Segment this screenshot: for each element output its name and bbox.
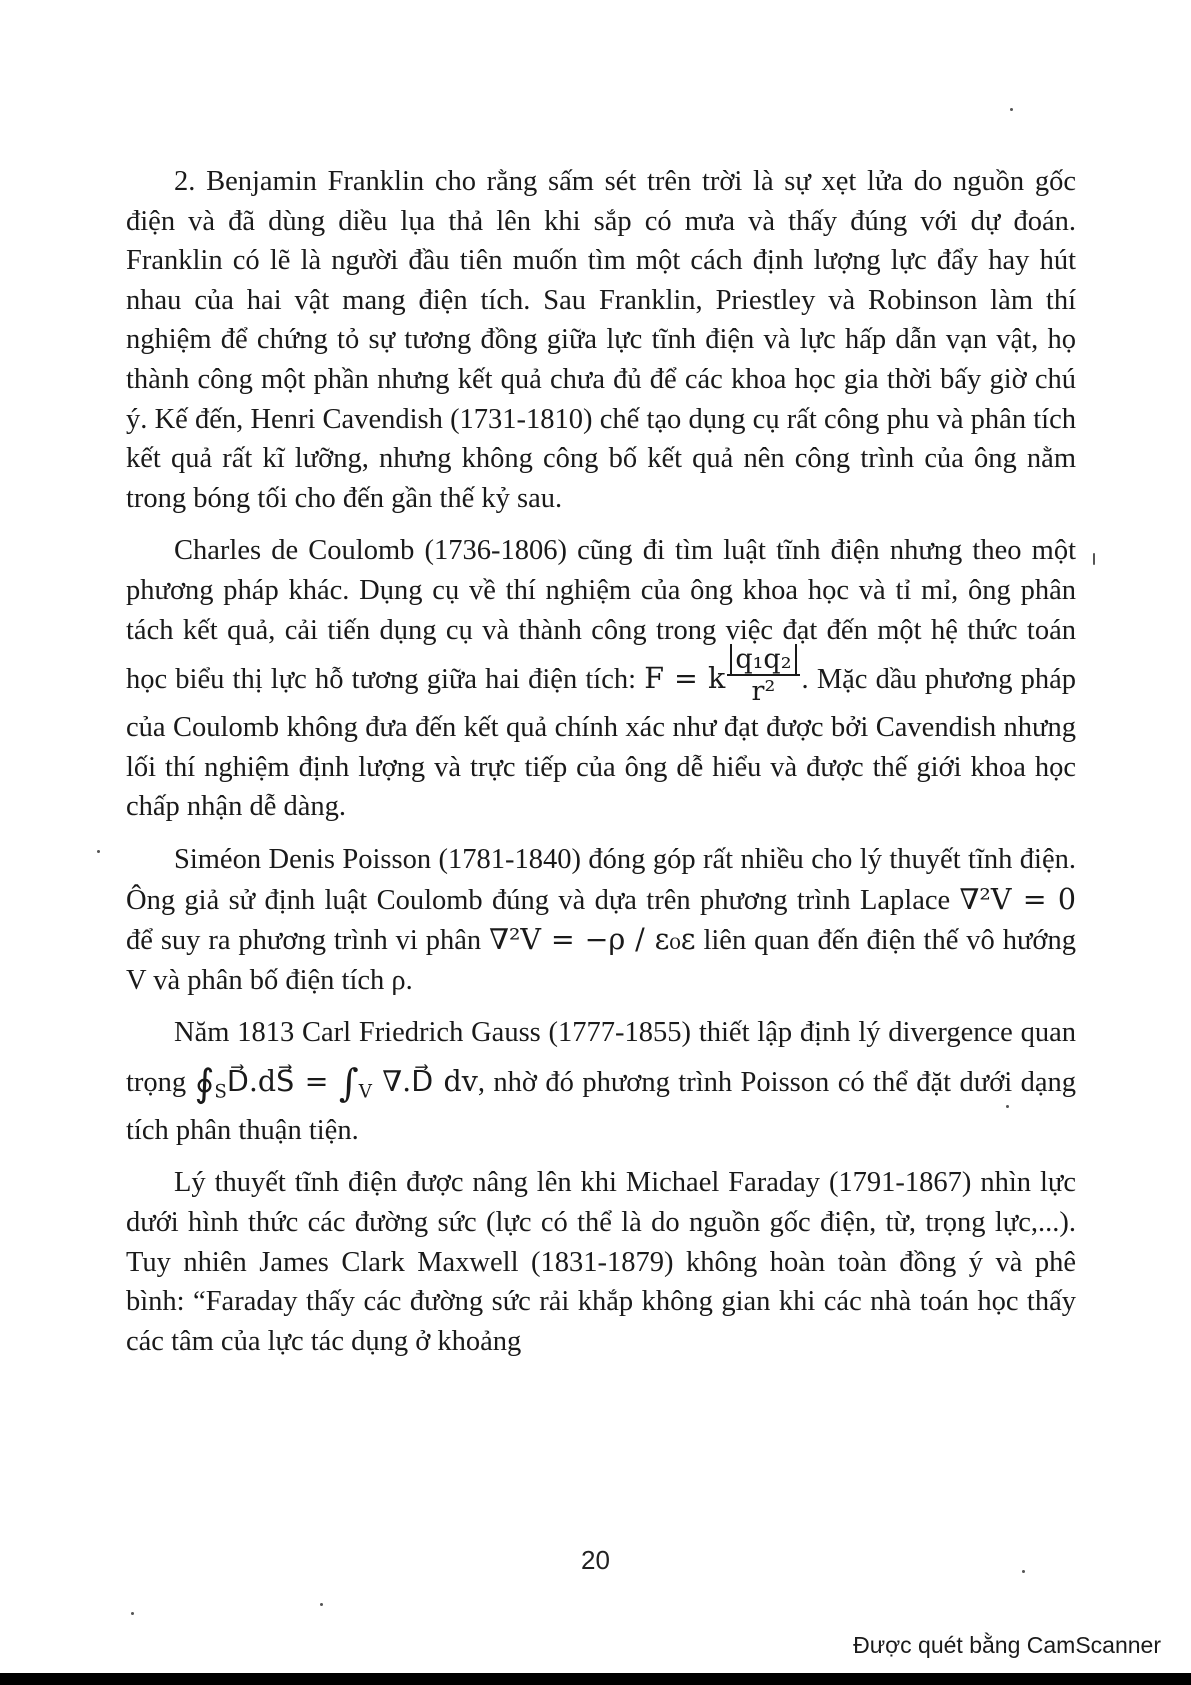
contour-integral-symbol: ∮ xyxy=(194,1060,215,1105)
paragraph-poisson xyxy=(126,840,1076,1000)
coulomb-formula xyxy=(644,644,801,708)
poisson-text-b: để suy ra phương trình vi phân xyxy=(126,925,482,957)
body-text xyxy=(126,162,1076,1361)
paragraph-gauss xyxy=(126,1013,1076,1150)
scan-speck xyxy=(1006,1105,1009,1108)
coulomb-text-a: Charles de Coulomb (1736-1806) cũng đi tìm luật tĩnh điện nhưng theo một phương pháp khác. Dụng cụ về thí nghiệm của ông khoa học và tỉ mỉ, ông phân tách kết quả, cải tiến dụng cụ và thành công trong việc đạt đến một hệ thức toán học biểu thị lực hỗ tương giữa hai điện tích: xyxy=(126,535,1076,696)
coulomb-lhs: F = k xyxy=(644,662,726,696)
scan-speck xyxy=(1010,108,1013,111)
poisson-text-c: liên quan đến điện thế vô hướng V và phân bố điện tích ρ. xyxy=(126,925,1077,996)
paragraph-faraday: Lý thuyết tĩnh điện được nâng lên khi Michael Faraday (1791-1867) nhìn lực dưới hình thức các đường sức (lực có thể là do nguồn gốc điện, từ, trọng lực,...). Tuy nhiên James Clark Maxwell (1831-1879) không hoàn toàn đồng ý và phê bình: “Faraday thấy các đường sức rải khắp không gian khi các nhà toán học thấy các tâm của lực tác dụng ở khoảng xyxy=(126,1167,1076,1357)
coulomb-abs: q₁q₂ xyxy=(730,644,796,675)
volume-subscript: V xyxy=(358,1081,372,1103)
scan-speck xyxy=(320,1603,323,1606)
coulomb-fraction xyxy=(727,644,799,708)
paragraph-coulomb xyxy=(126,531,1076,827)
gauss-text-a: Năm 1813 Carl Friedrich Gauss (1777-1855) thiết lập định lý divergence quan trọng xyxy=(126,1017,1076,1098)
gauss-mid: D⃗.dS⃗ = xyxy=(226,1064,329,1098)
paragraph-franklin: 2. Benjamin Franklin cho rằng sấm sét trên trời là sự xẹt lửa do nguồn gốc điện và đã dùng diều lụa thả lên khi sắp có mưa và thấy đúng với dự đoán. Franklin có lẽ là người đầu tiên muốn tìm một cách định lượng lực đẩy hay hút nhau của hai vật mang điện tích. Sau Franklin, Priestley và Robinson làm thí nghiệm để chứng tỏ sự tương đồng giữa lực tĩnh điện và lực hấp dẫn vạn vật, họ thành công một phần nhưng kết quả chưa đủ để các khoa học gia thời bấy giờ chú ý. Kế đến, Henri Cavendish (1731-1810) chế tạo dụng cụ rất công phu và phân tích kết quả rất kĩ lưỡng, nhưng không công bố kết quả nên công trình của ông nằm trong bóng tối cho đến gần thế kỷ sau. xyxy=(126,166,1076,514)
scan-speck xyxy=(1022,1570,1025,1573)
scan-speck xyxy=(97,850,100,853)
surface-subscript: S xyxy=(214,1081,227,1103)
scan-edge-band xyxy=(0,1673,1191,1685)
gauss-text-b: , nhờ đó phương trình Poisson có thể đặt dưới dạng tích phân thuận tiện. xyxy=(126,1066,1077,1146)
coulomb-numerator xyxy=(727,646,799,676)
scan-speck xyxy=(131,1612,134,1615)
camscanner-watermark: Được quét bằng CamScanner xyxy=(853,1632,1161,1658)
scan-speck xyxy=(1093,553,1095,565)
poisson-equation: ∇²V = −ρ / ε₀ε xyxy=(489,923,696,957)
laplace-equation: ∇²V = 0 xyxy=(959,882,1077,916)
coulomb-denominator: r² xyxy=(751,676,776,708)
coulomb-text-b: . Mặc dầu phương pháp của Coulomb không đưa đến kết quả chính xác như đạt được bởi Cavendish nhưng lối thí nghiệm định lượng và trực tiếp của ông dễ hiểu và được thế giới khoa học chấp nhận dễ dàng. xyxy=(126,664,1077,823)
poisson-text-a: Siméon Denis Poisson (1781-1840) đóng góp rất nhiều cho lý thuyết tĩnh điện. Ông giả sử định luật Coulomb đúng và dựa trên phương trình Laplace xyxy=(126,843,1076,916)
page-number: 20 xyxy=(581,1545,610,1575)
gauss-divergence-formula xyxy=(194,1060,478,1105)
gauss-rhs: ∇.D⃗ dv xyxy=(382,1064,478,1098)
volume-integral-symbol: ∫ xyxy=(338,1060,359,1105)
